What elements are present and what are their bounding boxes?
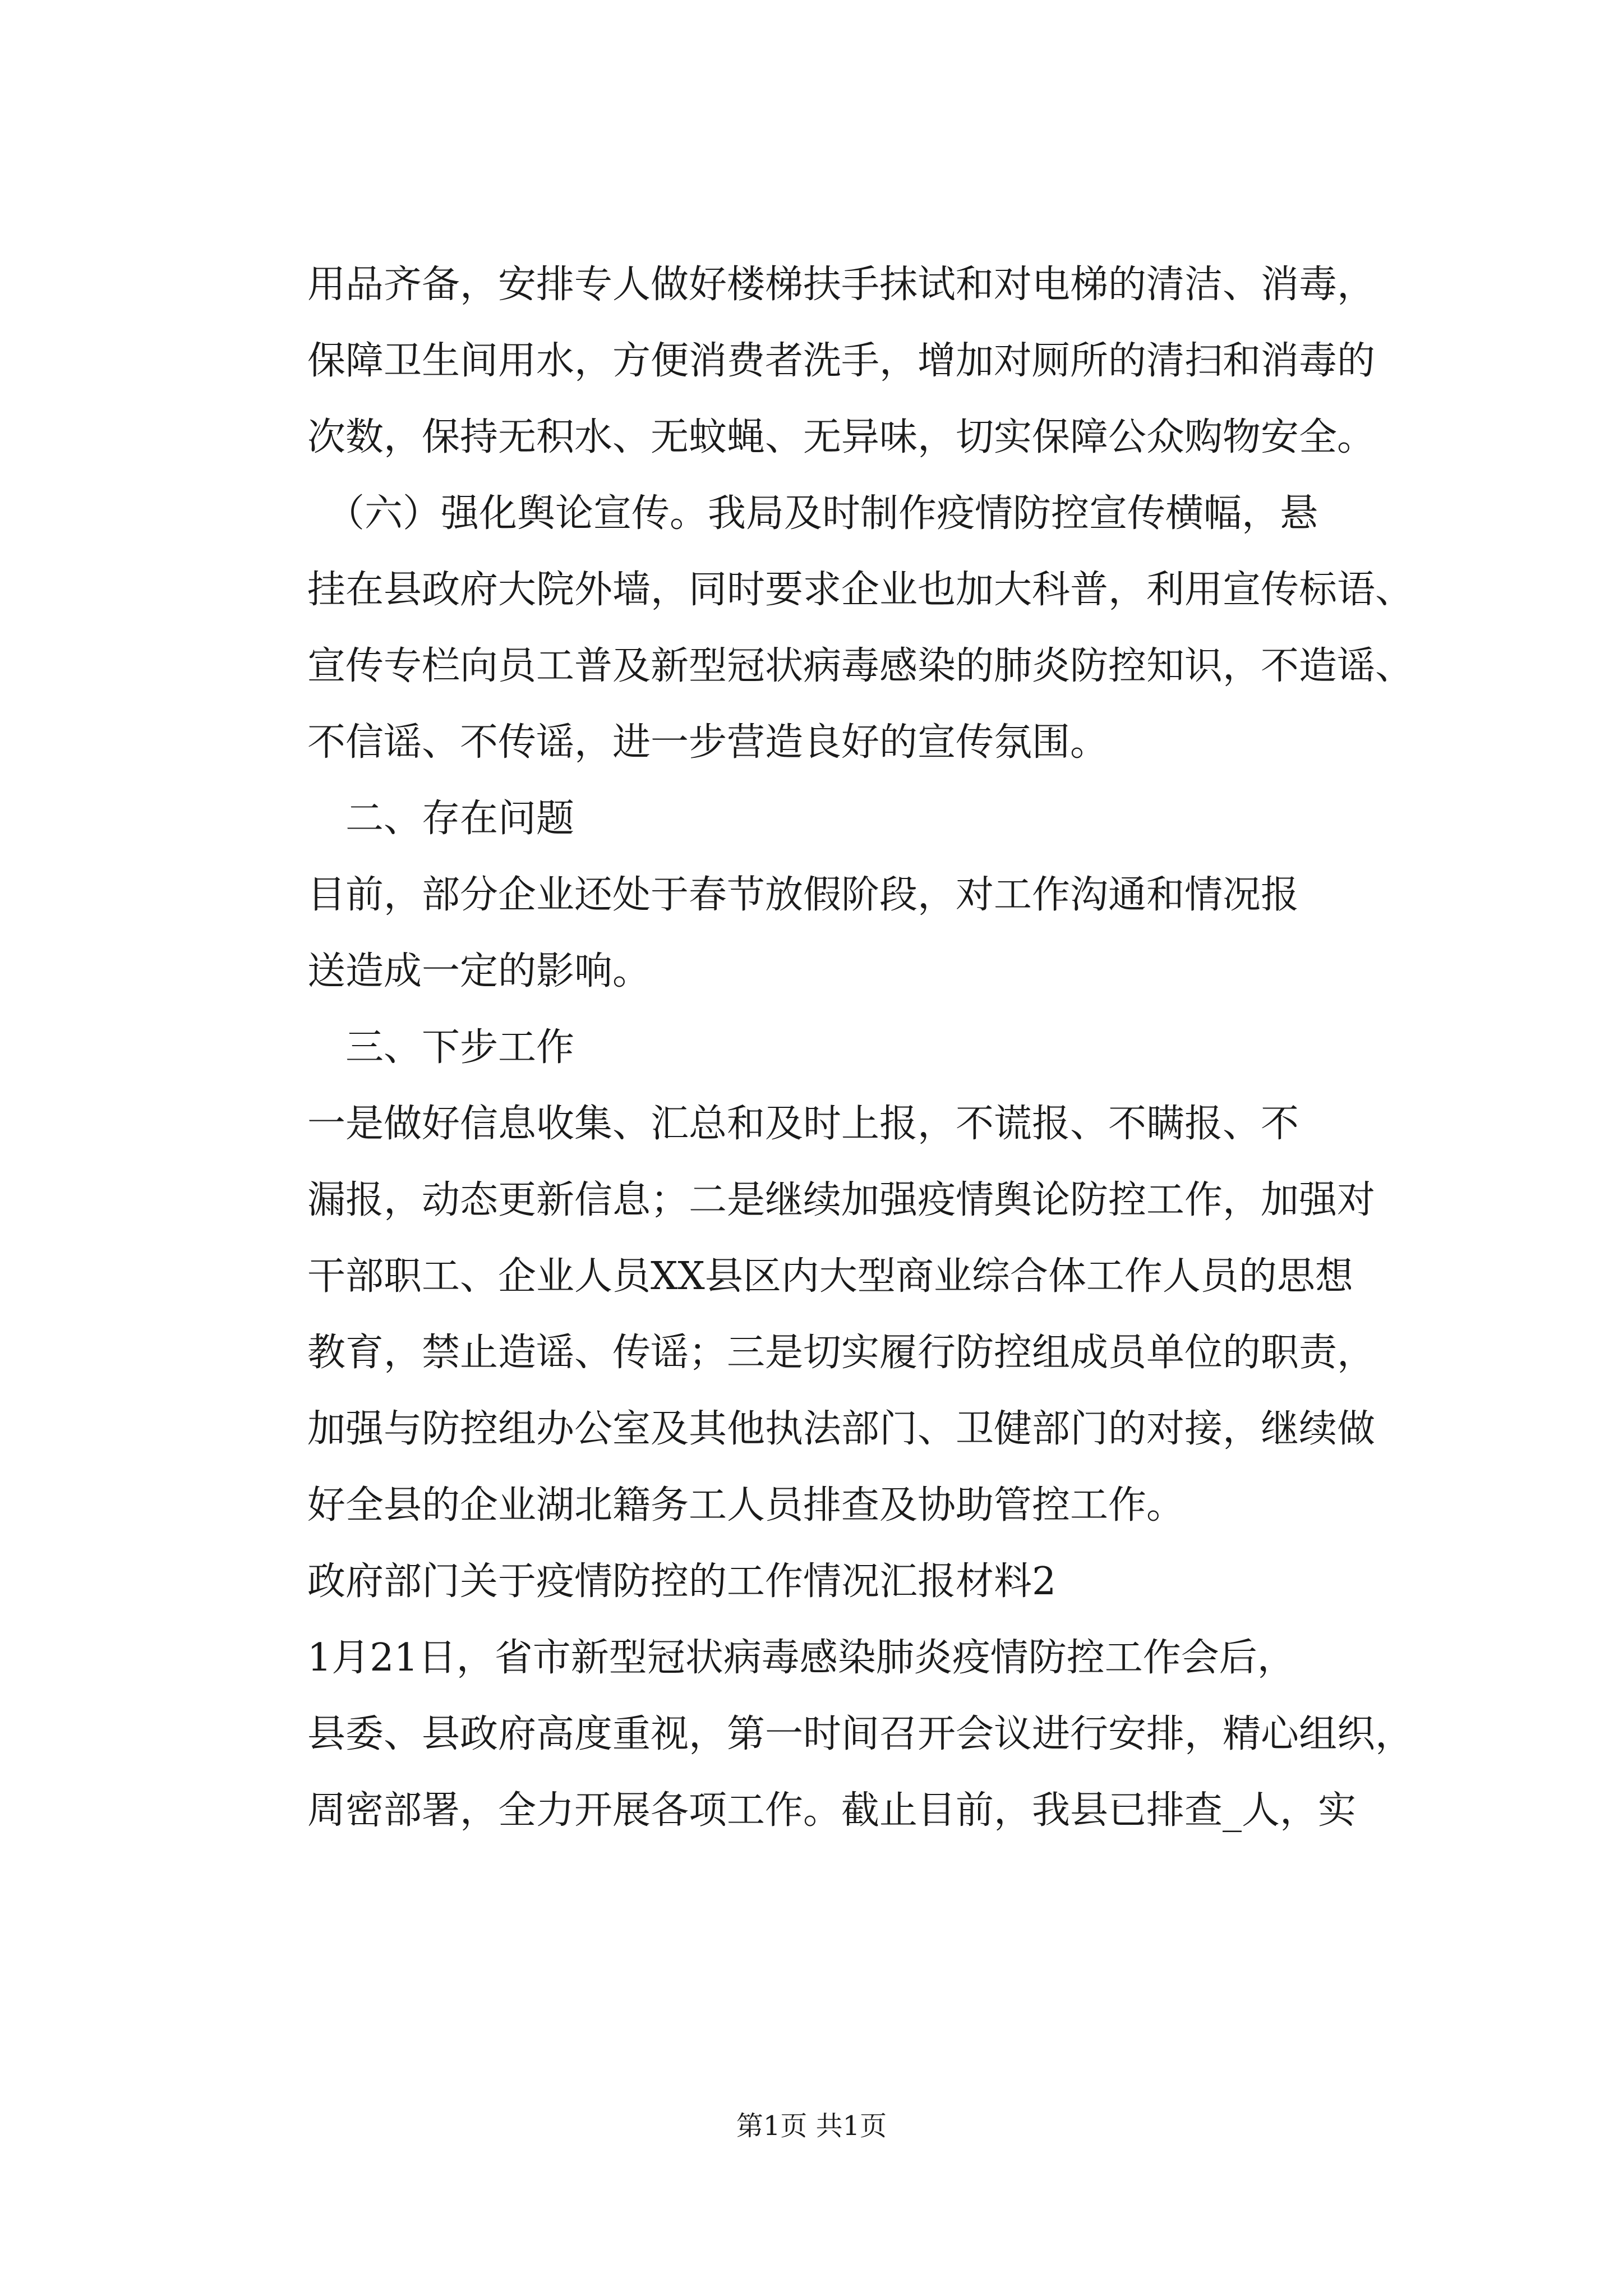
body-line-15: 教育，禁止造谣、传谣；三是切实履行防控组成员单位的职责， (307, 1331, 1376, 1375)
body-line-2: 保障卫生间用水，方便消费者洗手，增加对厕所的清扫和消毒的 (307, 339, 1376, 383)
page-number-footer: 第1页 共1页 (736, 2110, 887, 2142)
body-line-6: 宣传专栏向员工普及新型冠状病毒感染的肺炎防控知识，不造谣、 (307, 644, 1414, 688)
body-line-3: 次数，保持无积水、无蚊蝇、无异味，切实保障公众购物安全。 (307, 415, 1376, 459)
body-line-16: 加强与防控组办公室及其他执法部门、卫健部门的对接，继续做 (307, 1407, 1376, 1451)
body-line-17: 好全县的企业湖北籍务工人员排查及协助管控工作。 (307, 1483, 1185, 1527)
body-line-5: 挂在县政府大院外墙，同时要求企业也加大科普，利用宣传标语、 (307, 568, 1414, 612)
document-body (307, 247, 1435, 1849)
body-line-1: 用品齐备，安排专人做好楼梯扶手抹试和对电梯的清洁、消毒， (307, 263, 1376, 307)
body-line-20: 县委、县政府高度重视，第一时间召开会议进行安排，精心组织， (307, 1712, 1414, 1756)
section-heading-problems: 二、存在问题 (307, 797, 575, 841)
body-line-14: 干部职工、企业人员XX县区内大型商业综合体工作人员的思想 (307, 1254, 1353, 1299)
body-line-12: 一是做好信息收集、汇总和及时上报，不谎报、不瞒报、不 (307, 1102, 1299, 1146)
body-line-9: 目前，部分企业还处于春节放假阶段，对工作沟通和情况报 (307, 873, 1299, 917)
body-line-19: 1月21日，省市新型冠状病毒感染肺炎疫情防控工作会后， (307, 1636, 1295, 1680)
body-line-10: 送造成一定的影响。 (307, 949, 651, 993)
body-line-13: 漏报，动态更新信息；二是继续加强疫情舆论防控工作，加强对 (307, 1178, 1376, 1222)
section-title-report-2: 政府部门关于疫情防控的工作情况汇报材料2 (307, 1559, 1057, 1604)
section-heading-next-steps: 三、下步工作 (307, 1025, 575, 1070)
body-line-4: （六）强化舆论宣传。我局及时制作疫情防控宣传横幅，悬 (307, 491, 1318, 536)
body-line-21: 周密部署，全力开展各项工作。截止目前，我县已排查_人，实 (307, 1788, 1357, 1833)
body-line-7: 不信谣、不传谣，进一步营造良好的宣传氛围。 (307, 720, 1109, 765)
